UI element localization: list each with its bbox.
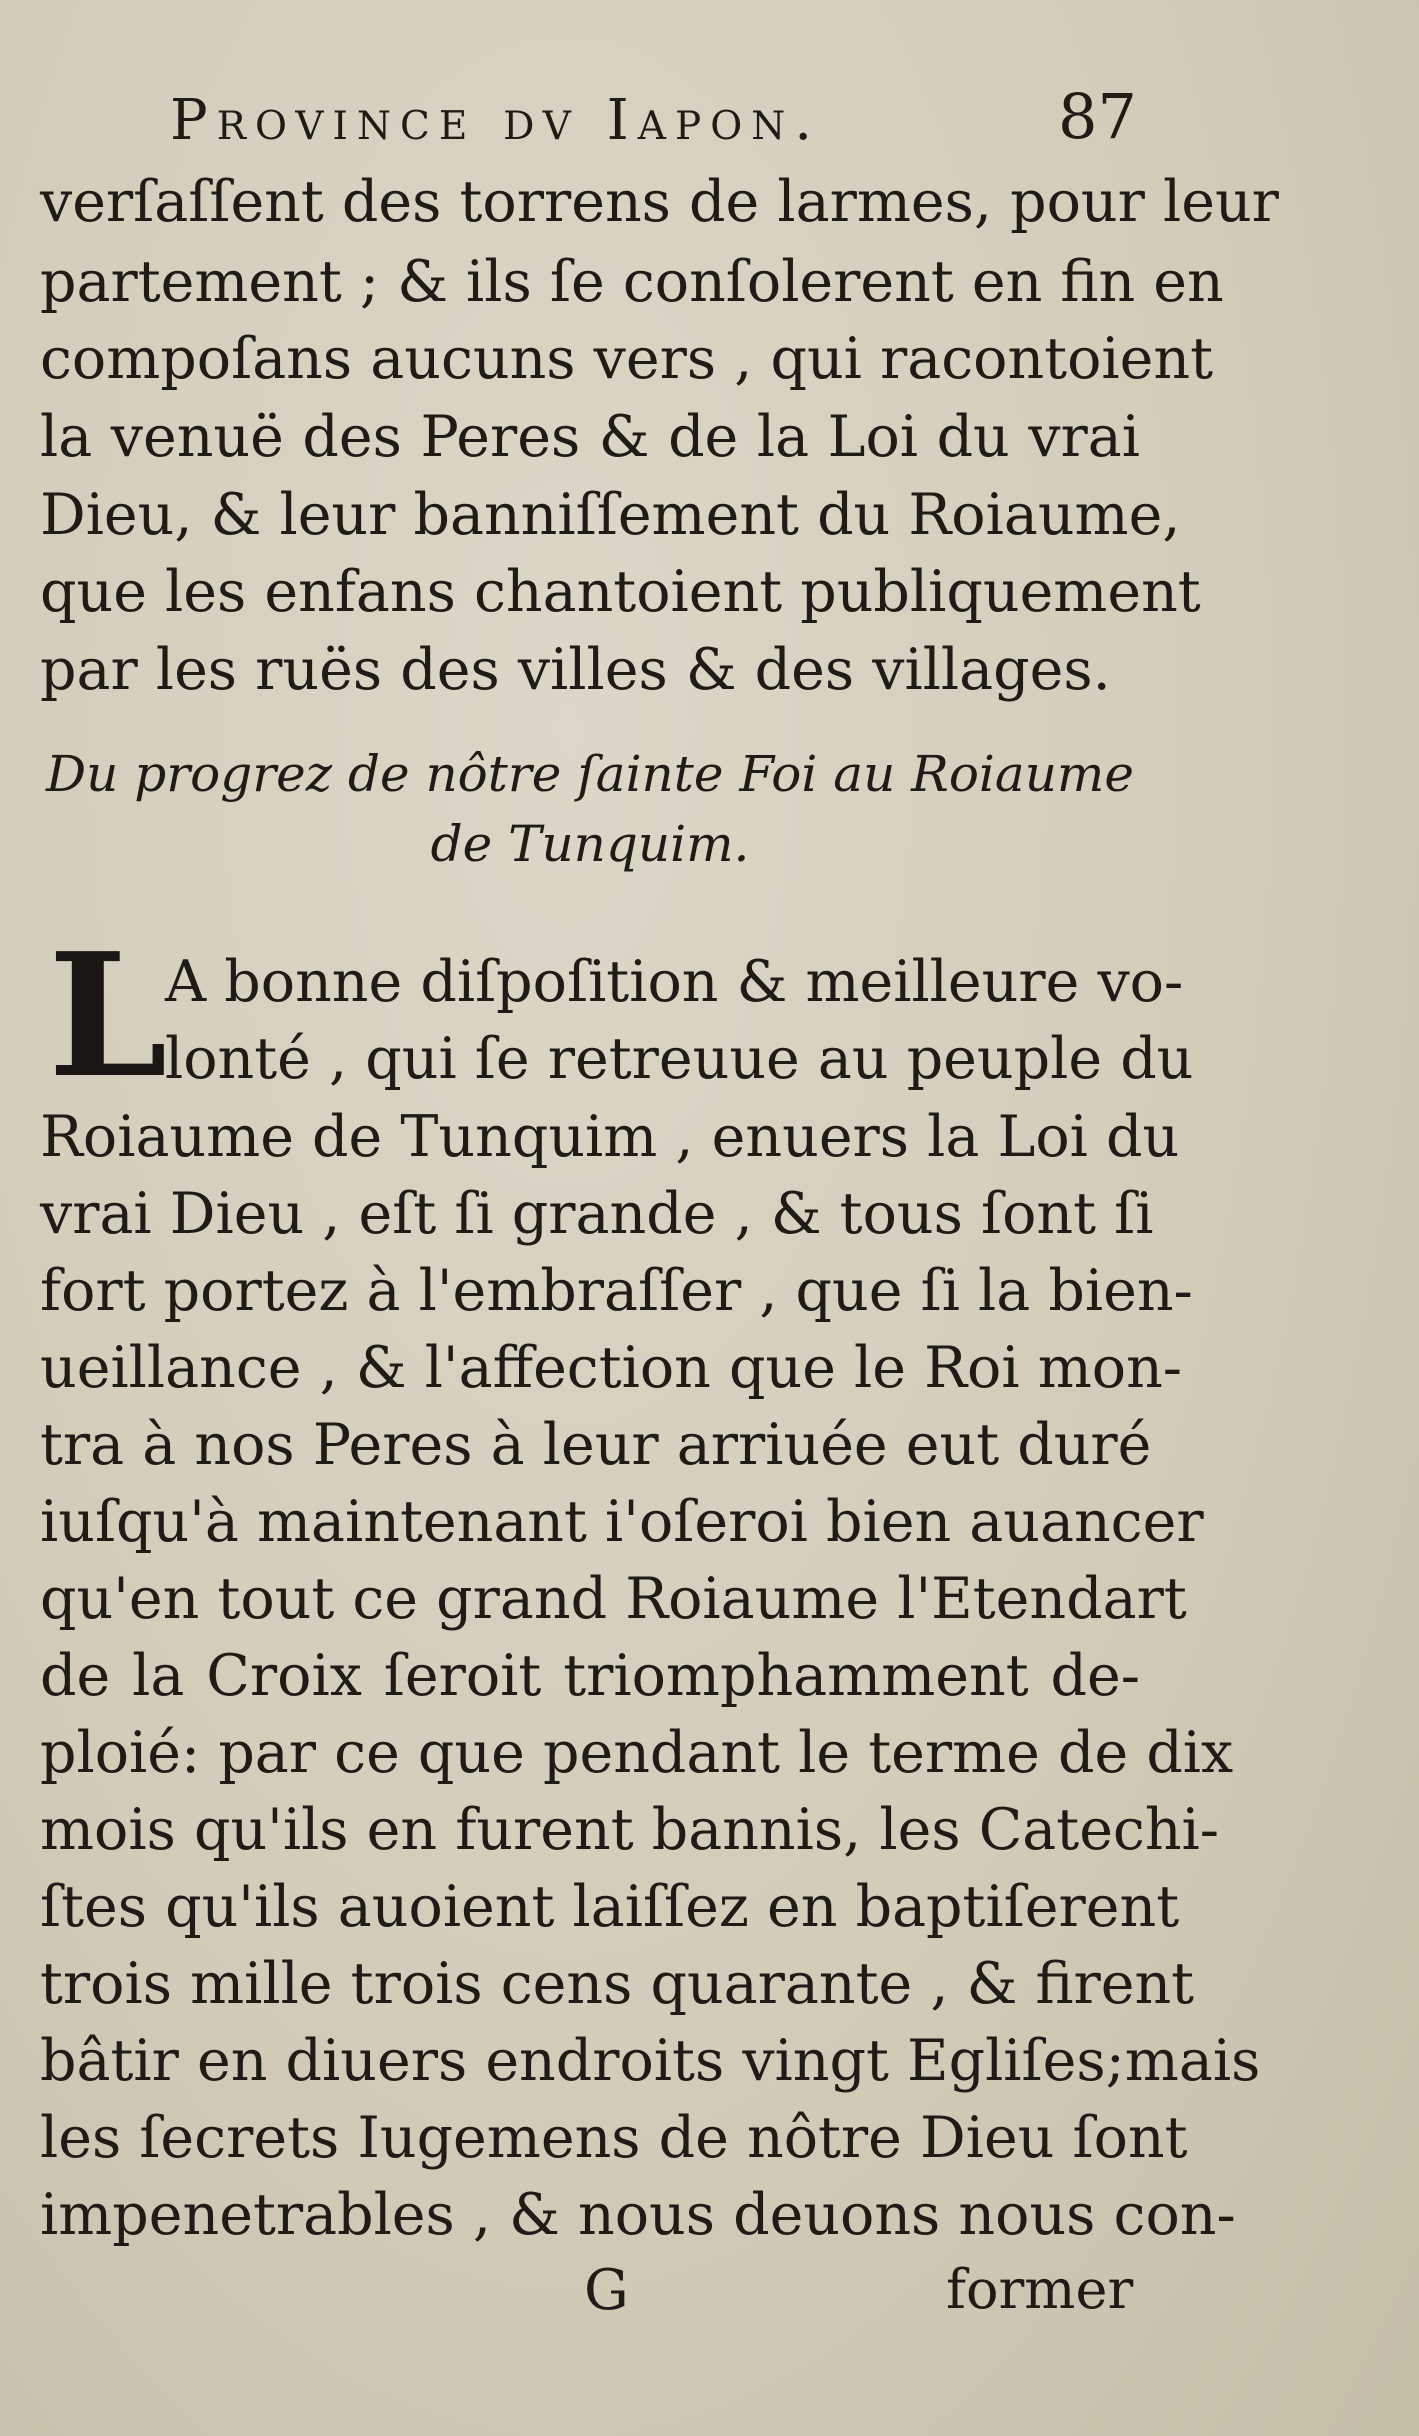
text-line: ploié: par ce que pendant le terme de dix	[40, 1720, 1234, 1786]
text-line: de la Croix ſeroit triomphamment de-	[40, 1643, 1140, 1709]
text-line: ſtes qu'ils auoient laiſſez en baptiſerent	[40, 1874, 1180, 1940]
text-line: compoſans aucuns vers , qui racontoient	[40, 326, 1213, 392]
drop-capital: L	[48, 916, 168, 1116]
text-line: partement ; & ils ſe conſolerent en fin en	[40, 249, 1224, 315]
text-line: Roiaume de Tunquim , enuers la Loi du	[40, 1104, 1180, 1170]
running-head	[170, 80, 1150, 160]
text-line: qu'en tout ce grand Roiaume l'Etendart	[40, 1566, 1187, 1632]
text-line: fort portez à l'embraſſer , que ſi la bien-	[40, 1258, 1193, 1324]
text-line: vrai Dieu , eſt ſi grande , & tous ſont ſi	[40, 1181, 1154, 1247]
signature-mark: G	[584, 2258, 629, 2323]
text-line: que les enfans chantoient publiquement	[40, 559, 1201, 625]
text-line: les ſecrets Iugemens de nôtre Dieu ſont	[40, 2105, 1188, 2171]
text-line: bâtir en diuers endroits vingt Egliſes;mais	[40, 2028, 1261, 2094]
text-line: par les ruës des villes & des villages.	[40, 637, 1111, 703]
text-line: A bonne diſpoſition & meilleure vo-	[165, 949, 1184, 1015]
section-heading-line-2: de Tunquim.	[430, 815, 750, 873]
text-line: tra à nos Peres à leur arriuée eut duré	[40, 1412, 1152, 1478]
text-line: impenetrables , & nous deuons nous con-	[40, 2182, 1236, 2248]
text-line: ueillance , & l'affection que le Roi mon-	[40, 1335, 1183, 1401]
text-line: Dieu, & leur banniſſement du Roiaume,	[40, 482, 1181, 548]
text-line: verſaſſent des torrens de larmes, pour leur	[40, 169, 1279, 235]
section-heading-line-1: Du progrez de nôtre ſainte Foi au Roiaume	[46, 745, 1134, 803]
page-number: 87	[1058, 80, 1137, 153]
running-head-title: Province dv Iapon.	[170, 88, 822, 153]
catchword: former	[946, 2258, 1134, 2321]
text-line: la venuë des Peres & de la Loi du vrai	[40, 404, 1140, 470]
text-line: iuſqu'à maintenant i'oſeroi bien auancer	[40, 1489, 1204, 1555]
text-line: mois qu'ils en furent bannis, les Catechi-	[40, 1797, 1220, 1863]
text-line: lonté , qui ſe retreuue au peuple du	[165, 1026, 1194, 1092]
text-line: trois mille trois cens quarante , & firent	[40, 1951, 1195, 2017]
